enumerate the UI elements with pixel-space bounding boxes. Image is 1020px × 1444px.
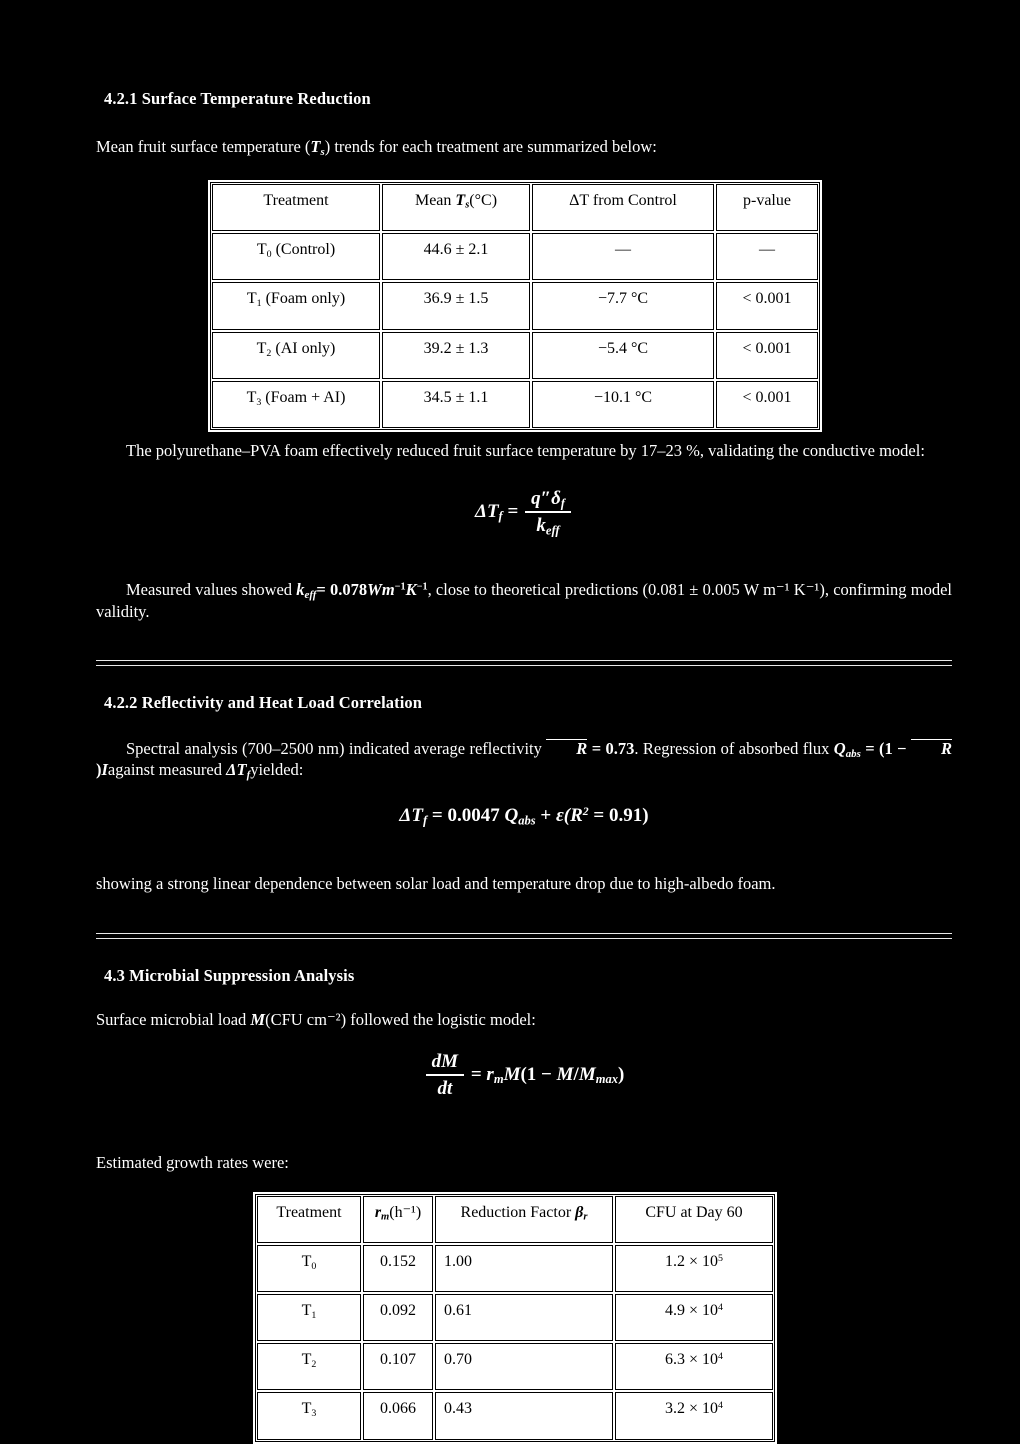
rm-subscript: m <box>381 1211 390 1223</box>
treatment-rest: (Foam only) <box>261 290 346 308</box>
eq3-r: r <box>486 1063 494 1085</box>
beta-symbol: β <box>575 1203 584 1221</box>
cell-p-value: < 0.001 <box>716 381 818 428</box>
table-temp-wrapper <box>96 180 952 432</box>
eq2-plus: + <box>540 805 552 827</box>
eq1-equals: = <box>507 500 519 522</box>
table-header-row <box>257 1196 773 1243</box>
cell-delta-t: — <box>532 233 714 280</box>
eq2-r2-value: = 0.91) <box>593 805 649 827</box>
cell-beta: 1.00 <box>435 1245 613 1292</box>
ts-intro-before: Mean fruit surface temperature ( <box>96 137 311 157</box>
growth-rate-table <box>253 1192 777 1444</box>
table-temp-body <box>212 233 818 428</box>
spectral-text-f: against measured <box>107 760 227 780</box>
cell-delta-t: −5.4 °C <box>532 332 714 379</box>
delta-tf-symbol: ΔT <box>226 760 247 780</box>
microbial-text-a: Surface microbial load <box>96 1010 251 1030</box>
table-row <box>257 1343 773 1390</box>
eq3-slash: / <box>573 1063 579 1085</box>
eq3-equals: = <box>470 1063 482 1085</box>
cell-treatment <box>257 1245 361 1292</box>
eq2-Q: Q <box>504 805 519 827</box>
treatment-rest: (Foam + AI) <box>261 388 346 406</box>
delta-tf-subscript: f <box>246 769 251 782</box>
mean-label: Mean <box>414 192 456 210</box>
qabs-symbol: Q <box>833 738 846 758</box>
treatment-subscript: 1 <box>311 1309 317 1321</box>
mean-ts-subscript: s <box>465 199 470 211</box>
rm-symbol: r <box>374 1203 382 1221</box>
spectral-text-a: Spectral analysis (700–2500 nm) indicated average reflectivity <box>126 738 547 758</box>
keff-value: = 0.078 <box>316 579 368 599</box>
cell-beta: 0.43 <box>435 1392 613 1439</box>
cell-treatment <box>257 1343 361 1390</box>
eq2-coefficient: = 0.0047 <box>431 805 500 827</box>
eq1-delta: Δ <box>475 500 487 522</box>
cell-mean-ts: 44.6 ± 2.1 <box>382 233 530 280</box>
equation-regression <box>96 805 952 827</box>
cfu-exponent: 4 <box>718 1351 723 1363</box>
treatment-base: T <box>301 1351 312 1369</box>
mean-ts-symbol: T <box>455 192 466 210</box>
eq1-T-subscript: f <box>498 508 503 523</box>
cfu-mantissa: 3.2 × 10 <box>665 1400 719 1418</box>
treatment-base: T <box>301 1302 312 1319</box>
treatment-subscript: 3 <box>256 396 262 408</box>
measured-after: , close to theoretical predictions (0.081 ± 0.005 W m⁻¹ K⁻¹), confirming model validity. <box>96 579 952 621</box>
eq2-R-exponent: 2 <box>582 804 589 818</box>
paragraph-growth-rates: Estimated growth rates were: <box>96 1152 289 1172</box>
table-row <box>257 1245 773 1292</box>
col-header-p-value: p-value <box>716 184 818 231</box>
cfu-mantissa: 1.2 × 10 <box>665 1252 719 1270</box>
keff-symbol: k <box>296 579 305 599</box>
paragraph-microbial-load <box>96 1009 952 1031</box>
treatment-base: T <box>301 1252 312 1270</box>
cell-treatment <box>212 332 380 379</box>
cell-beta: 0.70 <box>435 1343 613 1390</box>
eq1-denominator <box>525 513 571 537</box>
treatment-base: T <box>256 339 267 357</box>
cell-mean-ts: 34.5 ± 1.1 <box>382 381 530 428</box>
eq2-delta: Δ <box>399 805 412 827</box>
ts-intro-after: ) trends for each treatment are summarized below: <box>324 137 657 157</box>
equation-delta-tf <box>96 488 952 537</box>
mean-ts-unit: (°C) <box>469 192 498 210</box>
microbial-load-symbol: M <box>250 1010 266 1030</box>
cfu-exponent: 4 <box>718 1400 723 1412</box>
cell-p-value: — <box>716 233 818 280</box>
spectral-text-c: . Regression of absorbed flux <box>634 738 834 758</box>
eq3-numerator: dM <box>426 1051 464 1076</box>
treatment-base: T <box>246 290 257 308</box>
col-header-treatment: Treatment <box>257 1196 361 1243</box>
treatment-subscript: 1 <box>256 298 262 310</box>
ts-symbol: T <box>310 137 321 157</box>
treatment-subscript: 3 <box>311 1408 317 1420</box>
treatment-subscript: 2 <box>266 347 272 359</box>
beta-subscript: r <box>583 1211 588 1223</box>
qabs-subscript: abs <box>845 747 861 760</box>
eq3-close: ) <box>618 1063 625 1085</box>
eq3-denominator: dt <box>437 1077 453 1099</box>
keff-unit-k-exp: −1 <box>416 581 428 593</box>
cell-rm: 0.092 <box>363 1294 433 1341</box>
paragraph-spectral-analysis <box>96 737 952 782</box>
paragraph-linear-dependence: showing a strong linear dependence between solar load and temperature drop due to high-albedo foam. <box>96 874 776 894</box>
table-row <box>257 1294 773 1341</box>
keff-subscript: eff <box>304 588 317 601</box>
reflectivity-value: = 0.73 <box>587 738 635 758</box>
cfu-exponent: 4 <box>718 1301 723 1313</box>
table-row <box>212 381 818 428</box>
treatment-subscript: 2 <box>311 1358 317 1370</box>
equation-logistic <box>96 1051 952 1100</box>
eq3-r-subscript: m <box>493 1071 504 1086</box>
col-header-mean-ts <box>382 184 530 231</box>
eq3-Mmax-subscript: max <box>595 1071 618 1086</box>
eq1-k: k <box>536 514 546 536</box>
eq2-T: T <box>411 805 423 827</box>
cell-rm: 0.066 <box>363 1392 433 1439</box>
cell-rm: 0.107 <box>363 1343 433 1390</box>
col-header-treatment: Treatment <box>212 184 380 231</box>
eq1-q: q″ <box>531 487 552 509</box>
cell-p-value: < 0.001 <box>716 332 818 379</box>
cfu-exponent: 5 <box>718 1252 723 1264</box>
cell-rm: 0.152 <box>363 1245 433 1292</box>
cell-cfu <box>615 1343 773 1390</box>
table-row <box>212 282 818 329</box>
cell-mean-ts: 36.9 ± 1.5 <box>382 282 530 329</box>
eq2-R: R <box>570 805 583 827</box>
cfu-mantissa: 4.9 × 10 <box>665 1302 719 1319</box>
eq3-fraction <box>426 1051 464 1100</box>
keff-unit-w-exp: −1 <box>394 581 406 593</box>
cfu-mantissa: 6.3 × 10 <box>665 1351 719 1369</box>
surface-temperature-table <box>208 180 822 432</box>
table-header-row <box>212 184 818 231</box>
cell-mean-ts: 39.2 ± 1.3 <box>382 332 530 379</box>
eq1-numerator <box>525 488 571 513</box>
table-row <box>212 233 818 280</box>
eq1-delta-f: δ <box>551 487 561 509</box>
qabs-paren-close: ) <box>96 760 102 780</box>
treatment-subscript: 0 <box>266 248 272 260</box>
treatment-base: T <box>301 1400 312 1418</box>
microbial-text-b: (CFU cm⁻²) followed the logistic model: <box>265 1010 536 1030</box>
paragraph-foam-reduction: The polyurethane–PVA foam effectively reduced fruit surface temperature by 17–23 %, validating the conductive model: <box>126 440 925 460</box>
heading-4-2-2: 4.2.2 Reflectivity and Heat Load Correlation <box>104 693 423 713</box>
document-content <box>96 88 952 1444</box>
treatment-rest: (Control) <box>271 241 336 259</box>
irradiance-symbol: I <box>101 760 108 780</box>
eq2-epsilon: ε( <box>555 805 571 827</box>
cell-treatment <box>212 233 380 280</box>
cell-delta-t: −7.7 °C <box>532 282 714 329</box>
treatment-base: T <box>246 388 257 406</box>
qabs-expr-open: = (1 − <box>860 738 911 758</box>
col-header-delta-t: ΔT from Control <box>532 184 714 231</box>
eq1-fraction <box>525 488 571 537</box>
eq3-Mmax: M <box>578 1063 596 1085</box>
eq3-M: M <box>503 1063 521 1085</box>
eq3-M2: M <box>556 1063 574 1085</box>
cell-treatment <box>212 381 380 428</box>
eq1-k-subscript: eff <box>545 522 560 537</box>
cell-treatment <box>257 1392 361 1439</box>
ts-subscript: s <box>320 146 325 159</box>
spectral-text-g: yielded: <box>250 760 304 780</box>
cell-beta: 0.61 <box>435 1294 613 1341</box>
col-header-reduction-factor <box>435 1196 613 1243</box>
col-header-cfu-day60: CFU at Day 60 <box>615 1196 773 1243</box>
treatment-rest: (AI only) <box>271 339 336 357</box>
eq3-open: (1 − <box>520 1063 552 1085</box>
table-row <box>257 1392 773 1439</box>
eq2-T-subscript: f <box>422 813 428 828</box>
cell-cfu <box>615 1294 773 1341</box>
eq2-Q-subscript: abs <box>518 813 536 828</box>
reflectivity-symbol-2: R <box>911 739 952 758</box>
table-growth-wrapper <box>96 1192 952 1444</box>
reflectivity-symbol: R <box>546 739 587 758</box>
rm-unit: (h⁻¹) <box>389 1203 422 1221</box>
cell-delta-t: −10.1 °C <box>532 381 714 428</box>
heading-4-2-1: 4.2.1 Surface Temperature Reduction <box>104 89 371 108</box>
heading-4-3: 4.3 Microbial Suppression Analysis <box>104 965 355 985</box>
treatment-subscript: 0 <box>311 1260 317 1272</box>
keff-unit-w: Wm <box>367 579 395 599</box>
eq1-T: T <box>486 500 499 522</box>
cell-cfu <box>615 1392 773 1439</box>
reduction-label: Reduction Factor <box>460 1203 576 1221</box>
keff-unit-k: K <box>405 579 417 599</box>
eq1-delta-subscript: f <box>560 495 565 510</box>
paragraph-ts-intro <box>96 136 952 158</box>
cell-p-value: < 0.001 <box>716 282 818 329</box>
cell-cfu <box>615 1245 773 1292</box>
measured-before: Measured values showed <box>126 579 297 599</box>
cell-treatment <box>257 1294 361 1341</box>
col-header-rm <box>363 1196 433 1243</box>
treatment-base: T <box>256 241 267 259</box>
paragraph-measured-keff <box>96 579 952 623</box>
table-growth-body <box>257 1245 773 1440</box>
cell-treatment <box>212 282 380 329</box>
table-row <box>212 332 818 379</box>
